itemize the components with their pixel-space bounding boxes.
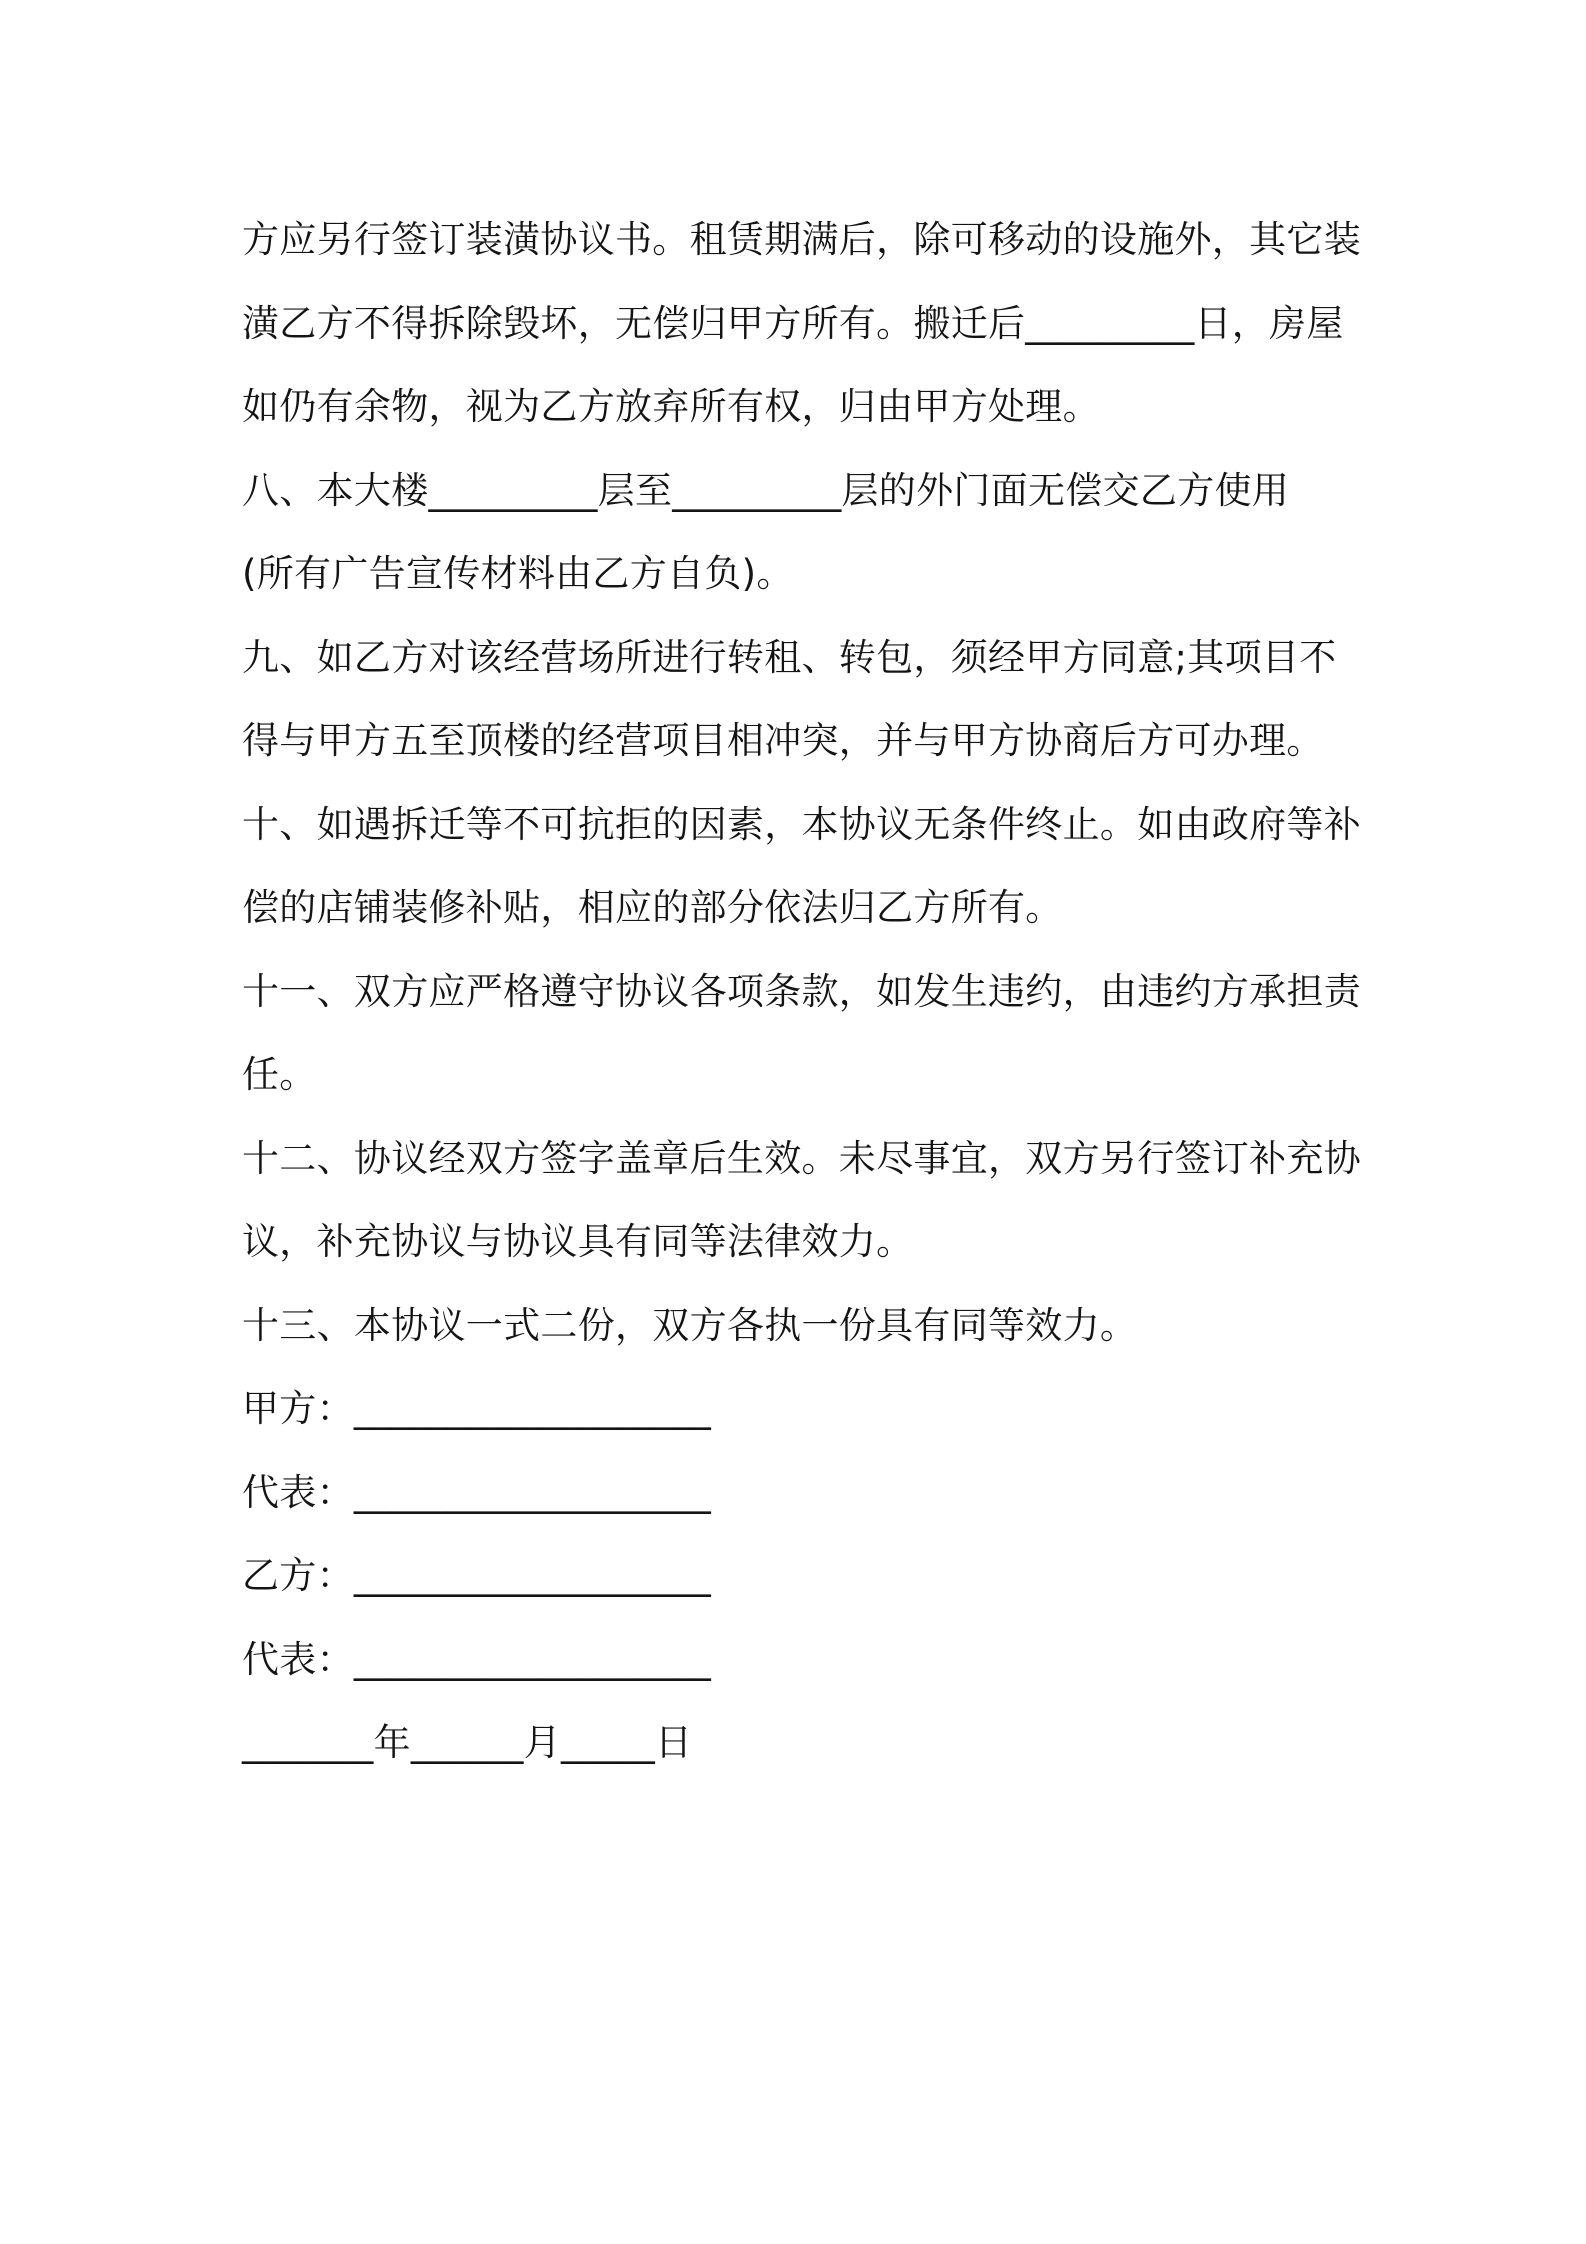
text-line: 议，补充协议与协议具有同等法律效力。 <box>242 1220 914 1263</box>
clause-8: 八、本大楼_________层至_________层的外门面无偿交乙方使用 <box>242 468 1290 512</box>
text-line: (所有广告宣传材料由乙方自负)。 <box>242 552 794 595</box>
text-line: 方应另行签订装潢协议书。租赁期满后，除可移动的设施外，其它装 <box>242 218 1361 261</box>
clause-9: 九、如乙方对该经营场所进行转租、转包，须经甲方同意;其项目不 <box>242 635 1337 679</box>
text-line: 如仍有余物，视为乙方放弃所有权，归由甲方处理。 <box>242 385 1100 428</box>
signature-block <box>242 1367 1356 1785</box>
party-a-signature-line: 甲方：___________________ <box>242 1387 712 1430</box>
document-page <box>242 198 1361 1785</box>
party-a-representative-line: 代表：___________________ <box>242 1470 712 1514</box>
text-line: 潢乙方不得拆除毁坏，无偿归甲方所有。搬迁后_________日，房屋 <box>242 301 1344 345</box>
date-line: _______年______月_____日 <box>242 1721 693 1764</box>
clause-12: 十二、协议经双方签字盖章后生效。未尽事宜，双方另行签订补充协 <box>242 1136 1361 1180</box>
clause-10: 十、如遇拆迁等不可抗拒的因素，本协议无条件终止。如由政府等补 <box>242 802 1361 846</box>
text-line: 得与甲方五至顶楼的经营项目相冲突，并与甲方协商后方可办理。 <box>242 719 1324 762</box>
text-line: 任。 <box>242 1053 317 1096</box>
party-b-signature-line: 乙方：___________________ <box>242 1554 712 1597</box>
clause-11: 十一、双方应严格遵守协议各项条款，如发生违约，由违约方承担责 <box>242 969 1361 1013</box>
agreement-text <box>242 198 1361 1367</box>
clause-13: 十三、本协议一式二份，双方各执一份具有同等效力。 <box>242 1303 1138 1347</box>
text-line: 偿的店铺装修补贴，相应的部分依法归乙方所有。 <box>242 886 1063 929</box>
party-b-representative-line: 代表：___________________ <box>242 1637 712 1681</box>
